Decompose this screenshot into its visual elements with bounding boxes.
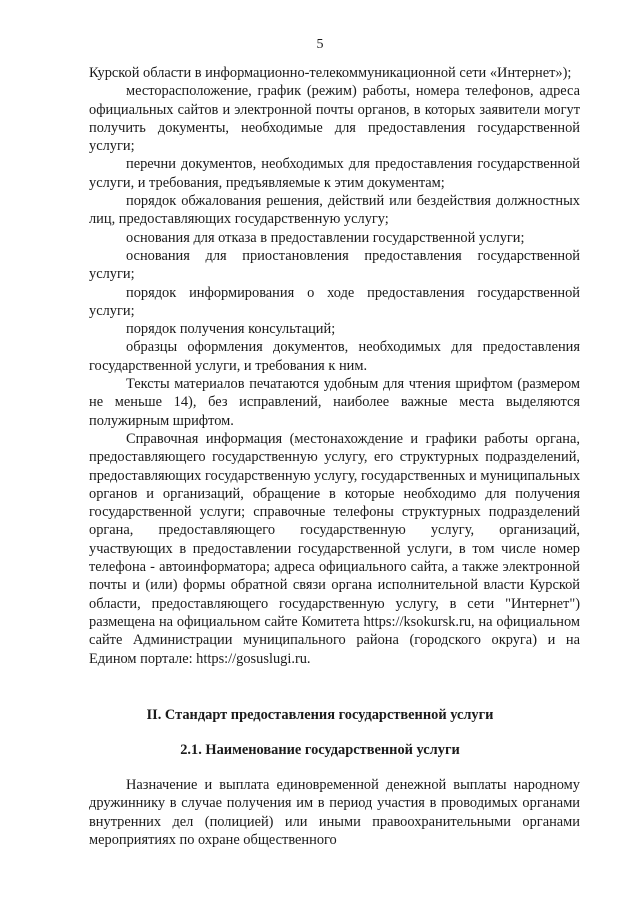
section-heading: II. Стандарт предоставления государственной услуги bbox=[146, 707, 494, 723]
paragraph: образцы оформления документов, необходимых для предоставления государственной услуги, и требования к ним. bbox=[89, 339, 580, 374]
paragraph: порядок получения консультаций; bbox=[126, 321, 336, 338]
paragraph: порядок информирования о ходе предоставления государственной услуги; bbox=[89, 284, 580, 319]
paragraph: Назначение и выплата единовременной денежной выплаты народному дружиннику в случае получения им в период участия в проводимых органами внутренних дел (полицией) или иными правоохранительными органами мероприятиях по охране общественного bbox=[89, 777, 580, 848]
final-text bbox=[89, 776, 580, 849]
page-number: 5 bbox=[316, 37, 324, 52]
paragraph: порядок обжалования решения, действий или бездействия должностных лиц, предоставляющих государственную услугу; bbox=[89, 193, 580, 228]
subsection-heading: 2.1. Наименование государственной услуги bbox=[180, 742, 460, 758]
paragraph: месторасположение, график (режим) работы, номера телефонов, адреса официальных сайтов и электронной почты органов, в которых заявители могут получить документы, необходимые для предоставления государственной услуги; bbox=[89, 83, 580, 155]
paragraph: перечни документов, необходимых для предоставления государственной услуги, и требования, предъявляемые к этим документам; bbox=[89, 156, 580, 191]
body-text bbox=[89, 64, 580, 668]
paragraph: Тексты материалов печатаются удобным для чтения шрифтом (размером не меньше 14), без исправлений, наиболее важные места выделяются полужирным шрифтом. bbox=[89, 376, 580, 429]
paragraph: основания для отказа в предоставлении государственной услуги; bbox=[126, 229, 525, 246]
paragraph: Справочная информация (местонахождение и графики работы органа, предоставляющего государственную услугу, его структурных подразделений, предоставляющих государственную услугу, государственных и муниципальных органов и организаций, обращение в которые необходимо для получения государственной услуги; справочные телефоны структурных подразделений органа, предоставляющего государственную услугу, организаций, участвующих в предоставлении государственной услуги, в том числе номер телефона - автоинформатора; адреса официального сайта, а также электронной почты и (или) формы обратной связи органа исполнительной власти Курской области, предоставляющего государственную услугу, в сети "Интернет") размещена на официальном сайте Комитета https://ksokursk.ru, на официальном сайте Администрации муниципального района (городского округа) и на Едином портале: https://gosuslugi.ru. bbox=[89, 430, 581, 667]
paragraph: Курской области в информационно-телекоммуникационной сети «Интернет»); bbox=[89, 65, 572, 81]
paragraph: основания для приостановления предоставления государственной услуги; bbox=[89, 247, 580, 283]
